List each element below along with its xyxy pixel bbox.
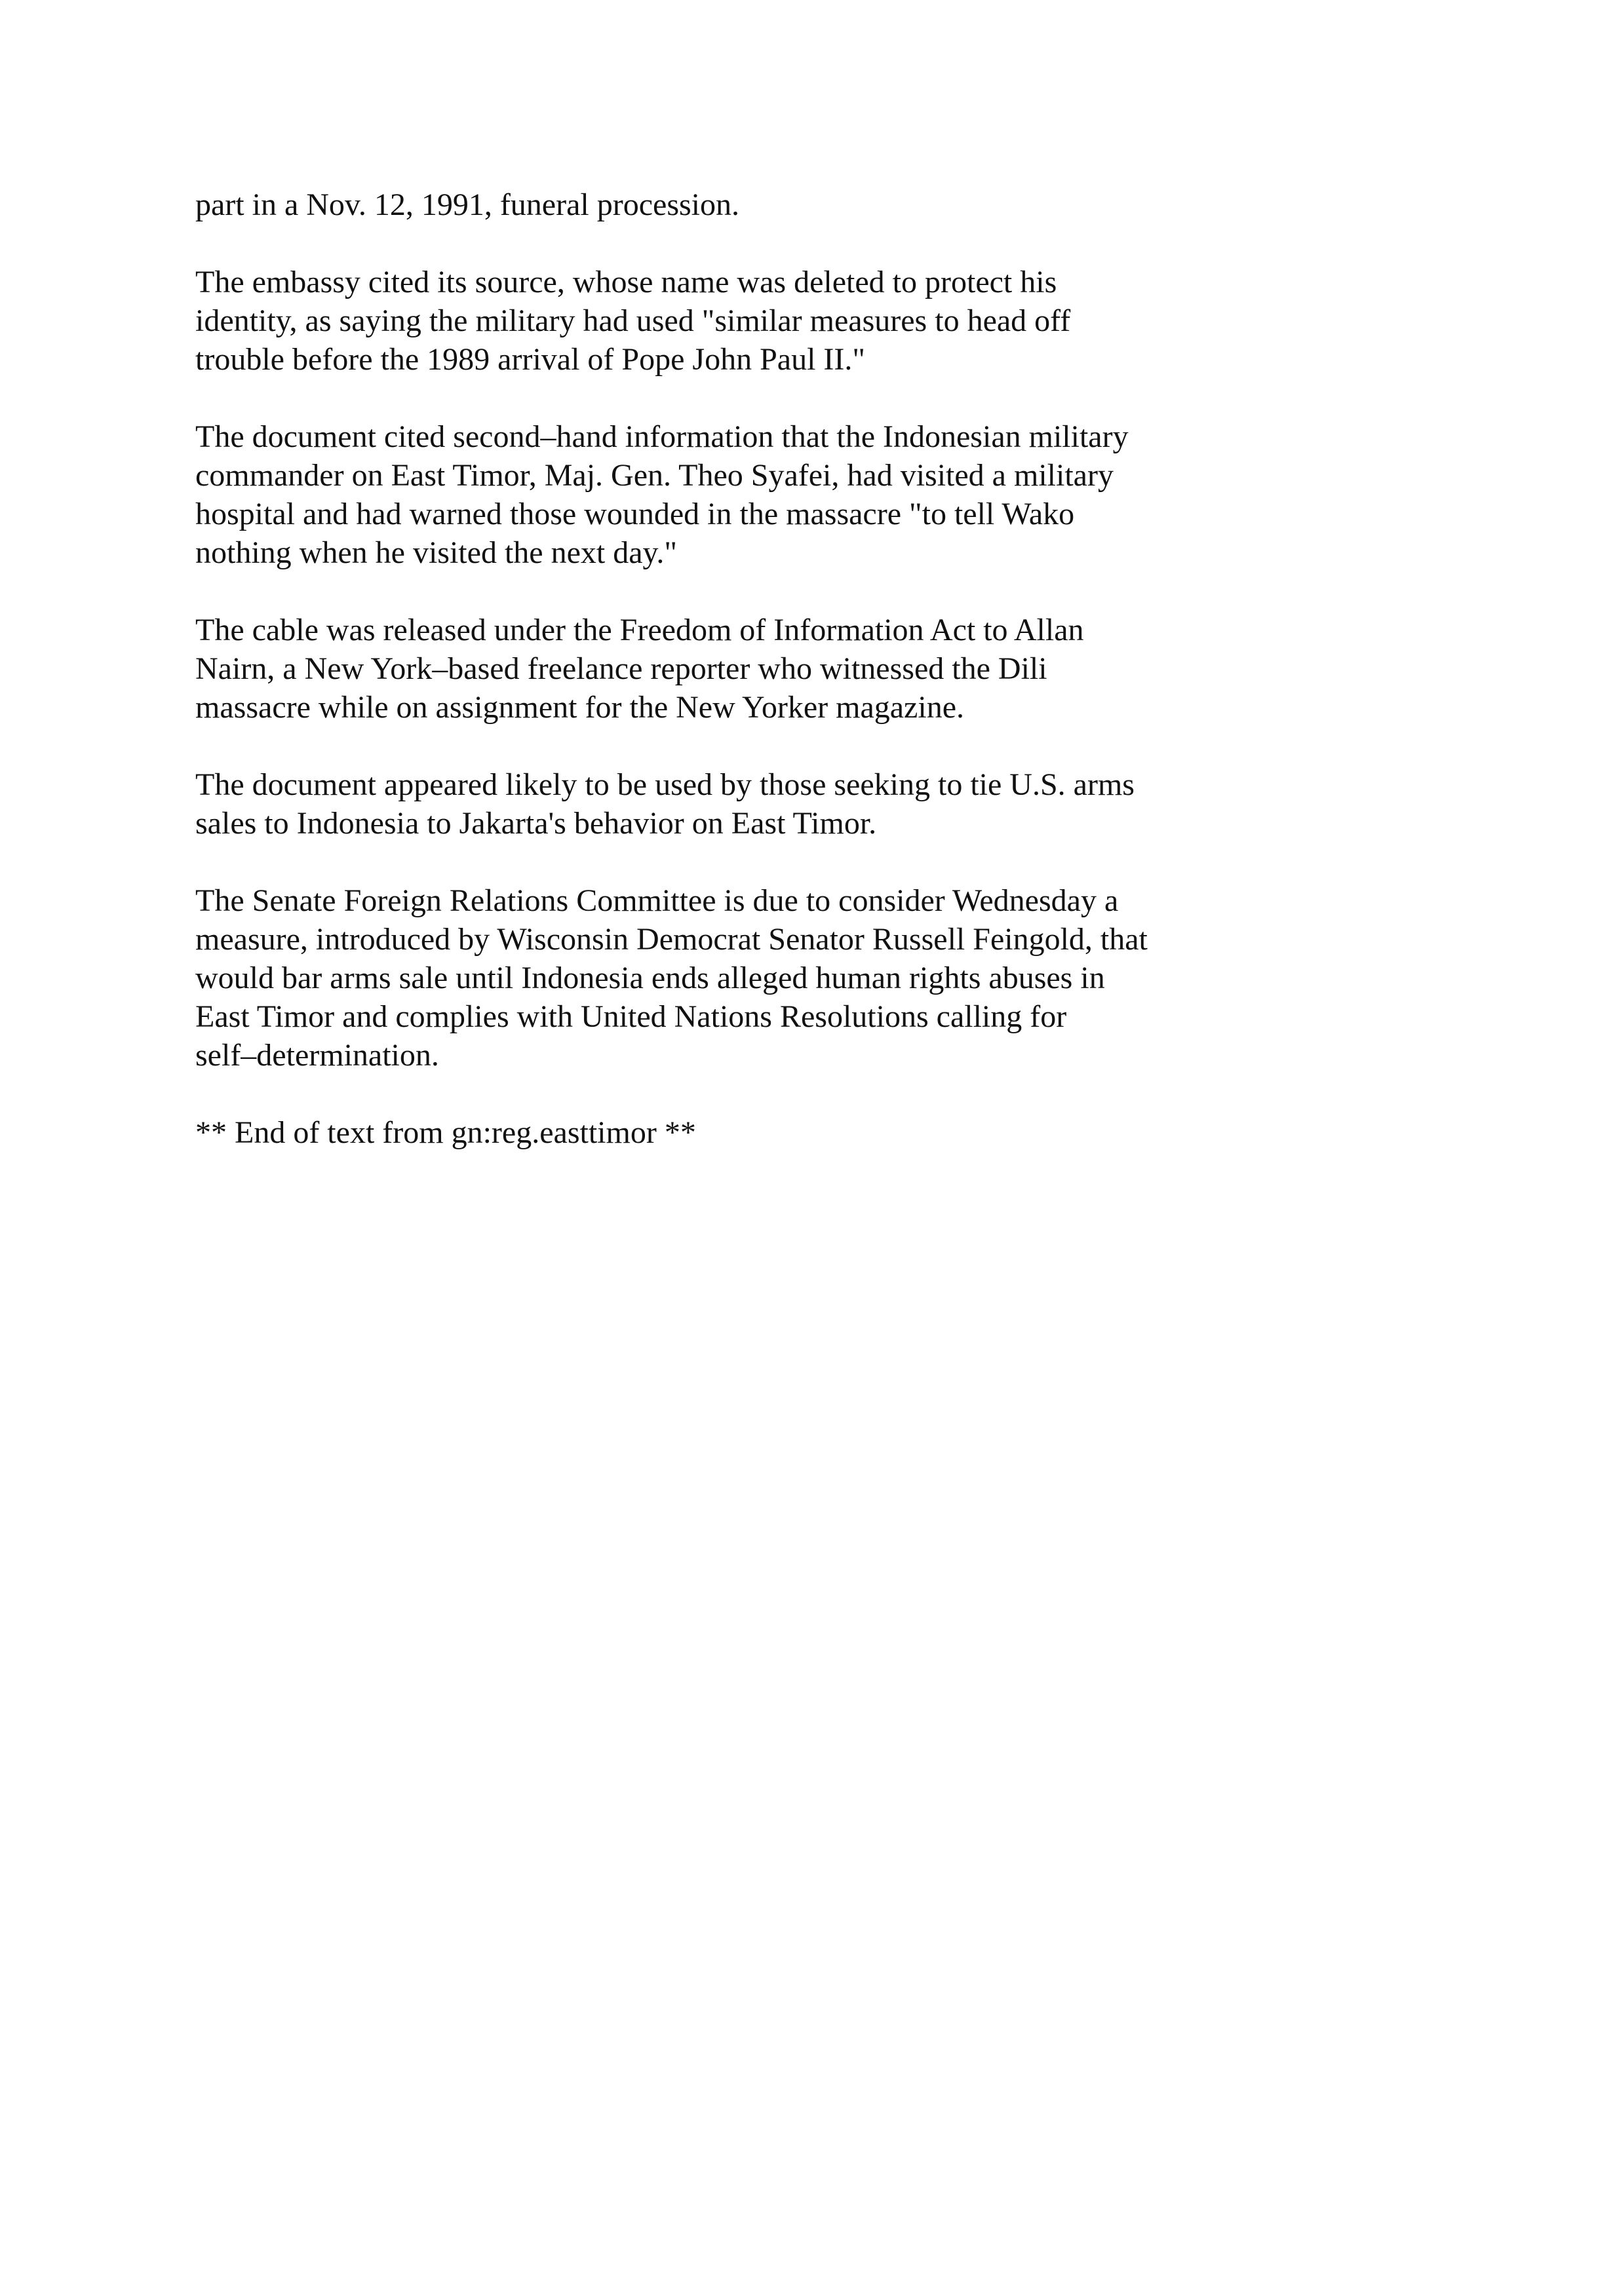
- paragraph-4: [195, 611, 1244, 727]
- text-line: self–determination.: [195, 1038, 439, 1073]
- paragraph-1: [195, 185, 1244, 224]
- paragraph-6: [195, 881, 1244, 1075]
- text-line: The document appeared likely to be used by those seeking to tie U.S. arms: [195, 767, 1135, 802]
- text-line: part in a Nov. 12, 1991, funeral procession.: [195, 187, 740, 222]
- text-line: ** End of text from gn:reg.easttimor **: [195, 1115, 696, 1150]
- text-line: East Timor and complies with United Nations Resolutions calling for: [195, 999, 1067, 1034]
- article-body: [195, 185, 1244, 1191]
- text-line: would bar arms sale until Indonesia ends alleged human rights abuses in: [195, 961, 1105, 995]
- paragraph-2: [195, 263, 1244, 379]
- text-line: nothing when he visited the next day.": [195, 535, 677, 570]
- text-line: The Senate Foreign Relations Committee is due to consider Wednesday a: [195, 883, 1119, 918]
- text-line: The cable was released under the Freedom of Information Act to Allan: [195, 613, 1084, 647]
- end-of-text-marker: [195, 1113, 1244, 1152]
- text-line: trouble before the 1989 arrival of Pope John Paul II.": [195, 342, 865, 377]
- text-line: Nairn, a New York–based freelance reporter who witnessed the Dili: [195, 651, 1047, 686]
- text-line: The document cited second–hand information that the Indonesian military: [195, 419, 1129, 454]
- text-line: The embassy cited its source, whose name was deleted to protect his: [195, 265, 1057, 299]
- text-line: identity, as saying the military had used "similar measures to head off: [195, 303, 1071, 338]
- text-line: hospital and had warned those wounded in the massacre "to tell Wako: [195, 497, 1075, 531]
- text-line: massacre while on assignment for the New Yorker magazine.: [195, 690, 964, 725]
- paragraph-5: [195, 765, 1244, 843]
- text-line: commander on East Timor, Maj. Gen. Theo Syafei, had visited a military: [195, 458, 1114, 493]
- text-line: sales to Indonesia to Jakarta's behavior on East Timor.: [195, 806, 877, 841]
- text-line: measure, introduced by Wisconsin Democrat Senator Russell Feingold, that: [195, 922, 1148, 957]
- paragraph-3: [195, 417, 1244, 572]
